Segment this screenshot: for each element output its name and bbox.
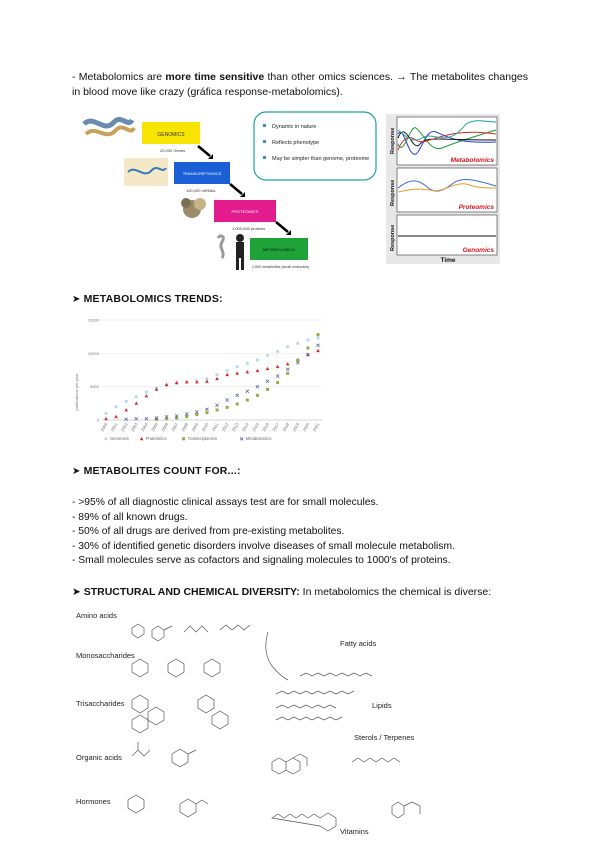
chart-point-genomics	[246, 362, 249, 365]
chart-point-transcriptomics	[256, 394, 259, 397]
chart-point-proteomics	[276, 365, 280, 368]
chart-xtick-label: 2012	[220, 422, 230, 433]
chart-point-metabolomics	[316, 344, 319, 347]
trends-heading-text: METABOLOMICS TRENDS:	[83, 293, 223, 305]
chart-point-genomics	[276, 350, 279, 353]
class-label-organic-acids: Organic acids	[76, 753, 122, 762]
panel-ylabel: Response	[390, 224, 396, 251]
callout-box	[254, 112, 376, 180]
chart-point-genomics	[145, 390, 148, 393]
chart-point-proteomics	[124, 408, 128, 411]
arrow-bullet-icon: ➤	[72, 294, 81, 305]
chart-point-proteomics	[225, 373, 229, 376]
chart-point-proteomics	[286, 362, 290, 365]
chart-point-transcriptomics	[306, 347, 309, 350]
chart-xtick-label: 2010	[200, 422, 210, 433]
count-heading	[72, 465, 241, 477]
chart-point-proteomics	[256, 369, 260, 372]
trisaccharide-structures	[132, 695, 228, 733]
chart-xtick-label: 2001	[109, 422, 119, 433]
proteomics-caption: 1,000,000 proteins	[232, 226, 266, 231]
chart-xtick-label: 2014	[240, 422, 250, 433]
chart-xtick-label: 2005	[150, 422, 159, 433]
intro-rest: than other omics sciences. → The metabolites changes in blood move like crazy (gráfica response-metabolomics).	[72, 71, 528, 98]
chart-xtick-label: 2021	[311, 422, 321, 433]
chart-point-proteomics	[316, 349, 320, 352]
metabolomics-label: METABOLOMICS	[263, 247, 295, 252]
chart-point-transcriptomics	[296, 359, 299, 362]
intro-paragraph	[72, 70, 528, 100]
chart-point-proteomics	[235, 371, 239, 374]
trends-chart	[72, 312, 332, 446]
chart-point-transcriptomics	[195, 413, 198, 416]
chart-xtick-label: 2000	[99, 422, 109, 433]
class-label-trisaccharides: Trisaccharides	[76, 699, 125, 708]
mrna-image	[124, 158, 168, 186]
class-label-vitamins: Vitamins	[340, 827, 369, 836]
legend-marker-transcriptomics	[182, 437, 185, 440]
chart-xtick-label: 2007	[170, 422, 180, 433]
class-label-hormones: Hormones	[76, 797, 111, 806]
list-item: - 50% of all drugs are derived from pre-existing metabolites.	[72, 526, 345, 538]
callout-item: Dynamic in nature	[272, 124, 317, 130]
lipid-structures	[276, 691, 354, 720]
chart-point-genomics	[135, 395, 138, 398]
list-item: - 30% of identified genetic disorders involve diseases of small molecule metabolism.	[72, 540, 455, 552]
structural-title: STRUCTURAL AND CHEMICAL DIVERSITY:	[83, 586, 300, 598]
chart-xtick-label: 2019	[291, 422, 301, 433]
structural-text: In metabolomics the chemical is diverse:	[299, 586, 492, 598]
arrow-bullet-icon: ➤	[72, 466, 81, 477]
chart-xtick-label: 2009	[190, 422, 200, 433]
chart-xtick-label: 2017	[271, 422, 280, 433]
metabolomics-caption: 2,500 metabolites (small molecules)	[252, 265, 310, 269]
chart-xtick-label: 2004	[139, 422, 149, 433]
callout-item: Reflects phenotype	[272, 140, 320, 146]
legend-marker-genomics	[104, 437, 107, 440]
chart-xtick-label: 2011	[210, 422, 220, 432]
chart-point-metabolomics	[205, 408, 208, 411]
panel-ylabel: Response	[390, 127, 396, 154]
callout-item: May be simpler than genome, proteome	[272, 156, 370, 162]
chart-xtick-label: 2020	[301, 422, 311, 433]
genomics-caption: 25,000 Genes	[160, 148, 186, 153]
arrow-icon	[230, 184, 242, 194]
transcriptomics-caption: 100,000 mRNAs	[186, 188, 216, 193]
chart-point-transcriptomics	[286, 372, 289, 375]
legend-label: Metabolomics	[245, 436, 272, 441]
chart-point-genomics	[114, 405, 117, 408]
intro-dash: - Metabolomics are	[72, 71, 166, 83]
hormone-structures	[128, 795, 208, 817]
legend-label: Genomics	[110, 436, 129, 441]
transcriptomics-label: TRANSCRIPTOMICS	[182, 171, 222, 176]
chart-ylabel: publications per year	[74, 373, 79, 411]
chart-point-metabolomics	[125, 418, 128, 421]
amino-acid-structures	[132, 624, 250, 641]
legend-marker-metabolomics	[240, 437, 243, 440]
chart-point-proteomics	[134, 401, 138, 404]
trends-heading	[72, 293, 223, 305]
chart-xtick-label: 2018	[281, 422, 291, 433]
chart-ytick-label: 15000	[87, 317, 99, 323]
chart-point-transcriptomics	[246, 399, 249, 402]
chart-point-genomics	[286, 345, 289, 348]
class-label-amino-acids: Amino acids	[76, 611, 117, 620]
chart-ytick-label: 10000	[87, 350, 99, 356]
monosaccharide-structures	[132, 659, 220, 677]
chart-xtick-label: 2015	[251, 422, 260, 433]
chart-point-genomics	[104, 412, 107, 415]
chart-point-proteomics	[246, 370, 250, 373]
chart-point-genomics	[236, 365, 239, 368]
chart-ytick-label: 5000	[90, 384, 99, 390]
chart-point-transcriptomics	[236, 403, 239, 406]
omics-cascade-figure	[80, 110, 380, 272]
chart-point-metabolomics	[286, 368, 289, 371]
chart-point-proteomics	[104, 417, 108, 420]
count-list	[72, 496, 455, 569]
chart-point-proteomics	[215, 377, 219, 380]
chart-point-transcriptomics	[276, 381, 279, 384]
chart-point-metabolomics	[226, 398, 229, 401]
chart-point-metabolomics	[215, 404, 218, 407]
class-label-sterols-terpenes: Sterols / Terpenes	[354, 733, 415, 742]
chart-point-genomics	[215, 373, 218, 376]
chart-point-metabolomics	[195, 410, 198, 413]
list-item: - 89% of all known drugs.	[72, 511, 188, 523]
chart-point-genomics	[296, 342, 299, 345]
genomics-label: GENOMICS	[157, 132, 185, 138]
time-axis-label: Time	[440, 257, 456, 264]
chart-point-genomics	[226, 369, 229, 372]
chart-point-proteomics	[205, 379, 209, 382]
class-label-monosaccharides: Monosaccharides	[76, 651, 135, 660]
chart-point-genomics	[306, 338, 309, 341]
panel-label: Proteomics	[458, 204, 494, 211]
legend-marker-proteomics	[140, 437, 144, 440]
chart-xtick-label: 2013	[230, 422, 240, 433]
class-label-lipids: Lipids	[372, 701, 392, 710]
chart-point-genomics	[125, 400, 128, 403]
chart-point-metabolomics	[266, 380, 269, 383]
intro-bold: more time sensitive	[165, 71, 265, 83]
chart-point-proteomics	[266, 367, 270, 370]
chart-point-metabolomics	[236, 394, 239, 397]
chart-point-transcriptomics	[266, 388, 269, 391]
chart-xtick-label: 2003	[129, 422, 139, 433]
panel-label: Metabolomics	[450, 157, 494, 164]
chart-point-transcriptomics	[317, 333, 320, 336]
chart-xtick-label: 2006	[160, 422, 169, 433]
structural-heading	[72, 586, 491, 598]
chart-point-transcriptomics	[205, 411, 208, 414]
organic-acid-structures	[132, 742, 196, 767]
chart-point-transcriptomics	[226, 406, 229, 409]
arrow-bullet-icon: ➤	[72, 586, 84, 598]
list-item: - >95% of all diagnostic clinical assays test are for small molecules.	[72, 497, 379, 508]
chart-point-genomics	[256, 358, 259, 361]
list-item: - Small molecules serve as cofactors and signaling molecules to 1000's of proteins.	[72, 555, 451, 567]
chart-point-metabolomics	[276, 374, 279, 377]
dna-image	[84, 119, 134, 134]
count-heading-text: METABOLITES COUNT FOR...:	[83, 465, 241, 477]
human-silhouette-icon	[218, 234, 244, 270]
chart-point-genomics	[316, 336, 319, 339]
proteomics-label: PROTEOMICS	[231, 209, 259, 214]
chart-point-proteomics	[145, 394, 149, 397]
chart-ytick-label: 0	[96, 417, 99, 423]
chemical-diversity-figure	[72, 606, 528, 842]
chart-point-metabolomics	[185, 412, 188, 415]
panel-ylabel: Response	[390, 179, 396, 206]
chart-point-metabolomics	[296, 361, 299, 364]
chart-point-genomics	[266, 354, 269, 357]
sterol-terpene-structures	[272, 754, 400, 774]
panel-label: Genomics	[462, 247, 494, 254]
class-label-fatty-acids: Fatty acids	[340, 639, 377, 648]
chart-xtick-label: 2016	[261, 422, 270, 433]
legend-label: Proteomics	[145, 436, 167, 441]
chart-xtick-label: 2002	[119, 422, 129, 433]
chart-xtick-label: 2008	[180, 422, 190, 433]
legend-label: Transcriptomics	[187, 436, 218, 441]
chart-point-transcriptomics	[216, 409, 219, 412]
chart-point-transcriptomics	[185, 415, 188, 418]
arrow-icon	[198, 146, 210, 156]
chart-point-metabolomics	[246, 390, 249, 393]
arrow-icon	[276, 222, 288, 232]
chart-point-proteomics	[114, 415, 118, 418]
protein-image	[181, 198, 206, 218]
response-time-figure	[386, 114, 500, 264]
